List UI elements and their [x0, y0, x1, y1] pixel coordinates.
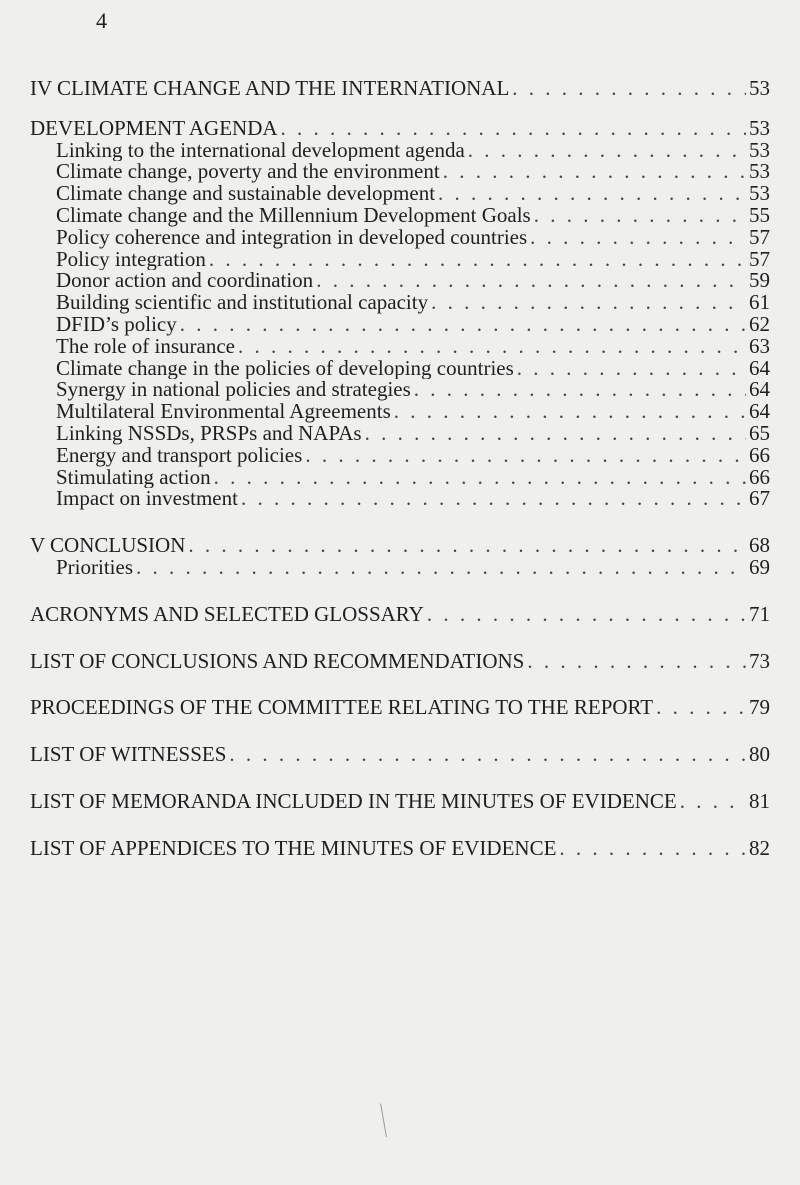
toc-entry	[30, 161, 770, 183]
toc-entry-page: 53	[749, 183, 770, 205]
toc-entry-title: V CONCLUSION	[30, 535, 186, 557]
toc-entry-title: Multilateral Environmental Agreements	[56, 401, 391, 423]
dot-leader	[468, 140, 746, 162]
dot-leader	[214, 467, 746, 489]
dot-leader	[394, 401, 746, 423]
toc-entry-page: 73	[749, 650, 770, 673]
dot-leader	[431, 292, 746, 314]
toc-entry-page: 65	[749, 422, 770, 445]
toc-entry	[30, 270, 770, 292]
spacer	[30, 672, 770, 697]
dot-leader	[517, 358, 746, 380]
toc-entry-title: Impact on investment	[56, 488, 238, 511]
toc-entry	[30, 140, 770, 162]
toc-entry	[30, 838, 770, 860]
dot-leader	[438, 183, 746, 205]
toc-entry	[30, 535, 770, 557]
toc-entry-page: 53	[749, 117, 770, 140]
toc-entry-title: Climate change, poverty and the environment	[56, 161, 440, 184]
toc-entry-page: 61	[749, 292, 770, 314]
toc-entry	[30, 118, 770, 140]
dot-leader	[414, 379, 746, 401]
pencil-mark	[380, 1103, 390, 1137]
spacer	[30, 510, 770, 535]
dot-leader	[241, 488, 746, 510]
toc-entry	[30, 488, 770, 510]
dot-leader	[656, 697, 746, 719]
toc-entry-page: 68	[749, 535, 770, 557]
toc-entry-title: IV CLIMATE CHANGE AND THE INTERNATIONAL	[30, 78, 510, 100]
toc-entry-page: 53	[749, 161, 770, 184]
toc-entry-page: 63	[749, 335, 770, 358]
dot-leader	[527, 651, 746, 673]
toc-entry	[30, 205, 770, 227]
toc-entry-title: Building scientific and institutional capacity	[56, 292, 429, 314]
toc-entry-page: 53	[749, 139, 770, 162]
toc-entry-page: 79	[749, 697, 770, 720]
dot-leader	[680, 791, 746, 813]
toc-entry	[30, 791, 770, 813]
toc-entry-page: 81	[749, 790, 770, 813]
toc-entry	[30, 744, 770, 766]
spacer	[30, 626, 770, 651]
toc-entry	[30, 314, 770, 336]
toc-entry-title: Linking NSSDs, PRSPs and NAPAs	[56, 422, 362, 445]
spacer	[30, 813, 770, 838]
dot-leader	[238, 336, 746, 358]
toc-entry-page: 59	[749, 270, 770, 293]
toc-entry-title: Synergy in national policies and strategies	[56, 379, 411, 402]
toc-entry-page: 80	[749, 744, 770, 766]
toc-entry-title: LIST OF WITNESSES	[30, 744, 227, 766]
toc-entry-page: 69	[749, 556, 770, 579]
toc-entry-title: Stimulating action	[56, 466, 211, 489]
toc-entry-title: ACRONYMS AND SELECTED GLOSSARY	[30, 603, 424, 626]
toc-entry-title: LIST OF CONCLUSIONS AND RECOMMENDATIONS	[30, 650, 525, 673]
toc-entry	[30, 401, 770, 423]
table-of-contents	[30, 78, 770, 860]
toc-entry	[30, 292, 770, 314]
dot-leader	[188, 535, 746, 557]
spacer	[30, 719, 770, 744]
toc-entry	[30, 651, 770, 673]
toc-entry-title: Priorities	[56, 556, 133, 579]
toc-entry	[30, 423, 770, 445]
toc-entry-title: LIST OF MEMORANDA INCLUDED IN THE MINUTES OF EVIDENCE	[30, 790, 677, 813]
toc-entry-page: 67	[749, 488, 770, 511]
toc-entry-page: 64	[749, 379, 770, 402]
toc-entry-title: Climate change in the policies of developing countries	[56, 357, 514, 380]
toc-entry-title: Linking to the international development agenda	[56, 139, 465, 162]
toc-entry-page: 66	[749, 466, 770, 489]
dot-leader	[180, 314, 746, 336]
toc-entry-title: Policy coherence and integration in developed countries	[56, 226, 528, 249]
toc-entry-title: PROCEEDINGS OF THE COMMITTEE RELATING TO THE REPORT	[30, 697, 654, 720]
spacer	[30, 579, 770, 604]
toc-entry	[30, 227, 770, 249]
toc-entry-page: 64	[749, 401, 770, 423]
toc-entry-page: 71	[749, 603, 770, 626]
toc-entry	[30, 467, 770, 489]
dot-leader	[229, 744, 746, 766]
toc-entry	[30, 183, 770, 205]
dot-leader	[512, 78, 746, 100]
dot-leader	[530, 227, 746, 249]
toc-entry-page: 64	[749, 357, 770, 380]
toc-entry	[30, 358, 770, 380]
toc-entry-page: 66	[749, 444, 770, 467]
toc-entry	[30, 336, 770, 358]
dot-leader	[281, 118, 746, 140]
toc-entry-title: Energy and transport policies	[56, 444, 303, 467]
toc-entry	[30, 379, 770, 401]
toc-entry-title: Climate change and the Millennium Development Goals	[56, 204, 531, 227]
page-number: 4	[96, 8, 107, 33]
dot-leader	[305, 445, 746, 467]
dot-leader	[209, 249, 746, 271]
toc-entry-page: 53	[749, 78, 770, 100]
toc-entry-page: 62	[749, 313, 770, 336]
toc-entry	[30, 249, 770, 271]
dot-leader	[316, 270, 746, 292]
toc-entry-title: LIST OF APPENDICES TO THE MINUTES OF EVIDENCE	[30, 837, 557, 860]
toc-entry	[30, 697, 770, 719]
toc-entry	[30, 78, 770, 100]
toc-entry-page: 55	[749, 204, 770, 227]
toc-entry-title: Climate change and sustainable development	[56, 183, 436, 205]
toc-entry-title: DFID’s policy	[56, 313, 177, 336]
toc-entry-page: 57	[749, 226, 770, 249]
toc-entry-page: 82	[749, 837, 770, 860]
toc-entry-title: Donor action and coordination	[56, 270, 314, 293]
toc-entry	[30, 604, 770, 626]
dot-leader	[365, 423, 746, 445]
toc-entry	[30, 557, 770, 579]
dot-leader	[559, 838, 746, 860]
toc-entry-page: 57	[749, 248, 770, 271]
spacer	[30, 100, 770, 118]
dot-leader	[136, 557, 746, 579]
toc-entry-title: Policy integration	[56, 248, 206, 271]
dot-leader	[443, 161, 746, 183]
spacer	[30, 766, 770, 791]
toc-entry-title: DEVELOPMENT AGENDA	[30, 117, 278, 140]
dot-leader	[534, 205, 746, 227]
toc-entry-title: The role of insurance	[56, 335, 236, 358]
dot-leader	[427, 604, 746, 626]
toc-entry	[30, 445, 770, 467]
